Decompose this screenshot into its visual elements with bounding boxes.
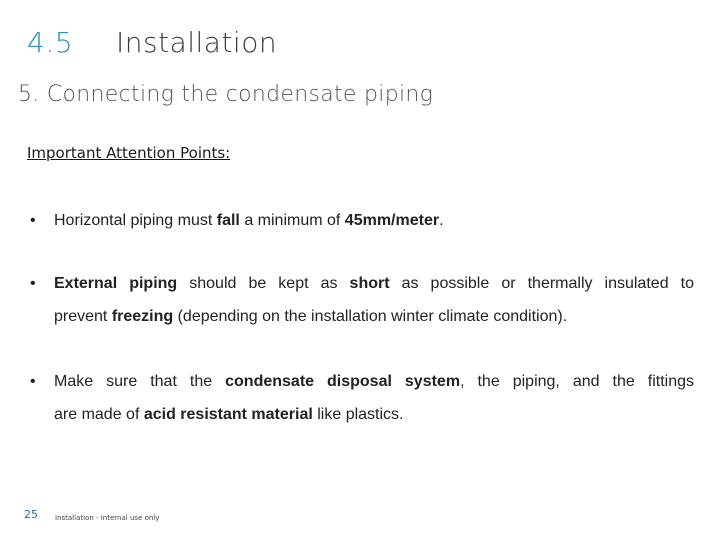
bullet-item-2: [54, 267, 694, 333]
bullet-text: Make sure that the: [54, 373, 226, 390]
header-number: 4.5: [27, 26, 74, 59]
bullet-emphasis: acid resistant material: [143, 406, 313, 423]
bullet-text: as possible or thermally insulated to: [389, 275, 694, 292]
bullet-text: prevent: [54, 308, 112, 325]
bullet-marker: •: [30, 275, 36, 292]
bullet-item-1: [54, 204, 694, 237]
section-subtitle: 5. Connecting the condensate piping: [18, 82, 434, 107]
bullet-marker: •: [30, 373, 36, 390]
bullet-emphasis: External piping: [54, 275, 178, 292]
bullet-text: are made of: [54, 406, 144, 423]
page-number: 25: [24, 508, 38, 521]
bullet-emphasis: 45mm/meter: [344, 212, 440, 229]
bullet-text: .: [439, 212, 444, 229]
bullet-text: a minimum of: [239, 212, 345, 229]
bullet-text: , the piping, and the fittings: [460, 373, 694, 390]
attention-heading: Important Attention Points:: [27, 144, 231, 162]
footer-text: Installation - Internal use only: [55, 514, 160, 522]
bullet-text: like plastics.: [312, 406, 404, 423]
bullet-text: (depending on the installation winter climate condition).: [173, 308, 568, 325]
bullet-emphasis: freezing: [111, 308, 174, 325]
page-title: Installation: [116, 26, 278, 59]
bullet-emphasis: fall: [216, 212, 240, 229]
bullet-text: should be kept as: [177, 275, 350, 292]
bullet-item-3: [54, 365, 694, 431]
bullet-emphasis: short: [349, 275, 390, 292]
bullet-emphasis: condensate disposal system: [225, 373, 461, 390]
bullet-marker: •: [30, 212, 36, 229]
bullet-text: Horizontal piping must: [54, 212, 217, 229]
